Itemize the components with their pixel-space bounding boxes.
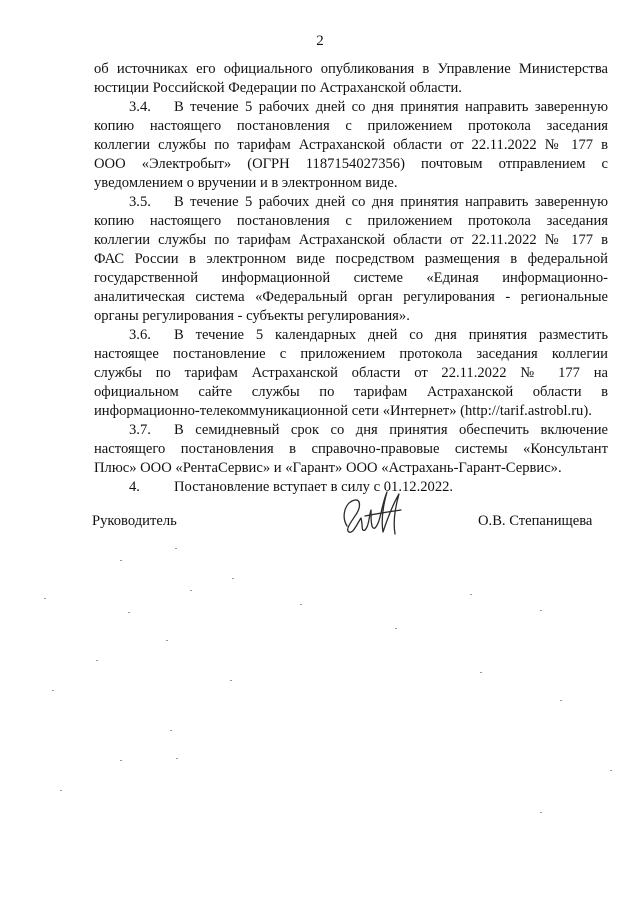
- text-line: об источниках его официального опубликования в Управление Министерства: [94, 61, 608, 77]
- paragraph-3-7-first-line: [94, 421, 608, 440]
- text-line: коллегии службы по тарифам Астраханской области от 22.11.2022 № 177 в: [94, 137, 608, 153]
- paragraph-3-6-first-line: [94, 326, 608, 345]
- paragraph-number: 4.: [129, 479, 140, 495]
- text-line: органы регулирования - субъекты регулирования».: [94, 308, 410, 324]
- paragraph-number: 3.7.: [129, 422, 151, 438]
- text-line: коллегии службы по тарифам Астраханской области от 22.11.2022 № 177 в: [94, 232, 608, 248]
- text-line: настоящее постановление с приложением протокола заседания коллегии: [94, 346, 608, 362]
- text-line: службы по тарифам Астраханской области от 22.11.2022 № 177 на: [94, 365, 608, 381]
- paragraph-text: В течение 5 рабочих дней со дня принятия направить заверенную: [174, 194, 608, 210]
- signatory-name: О.В. Степанищева: [478, 513, 593, 529]
- paragraph-text: Постановление вступает в силу с 01.12.2022.: [174, 479, 454, 495]
- text-line: ООО «Электробыт» (ОГРН 1187154027356) почтовым отправлением с: [94, 156, 608, 172]
- text-line: уведомлением о вручении и в электронном виде.: [94, 175, 398, 191]
- text-line: Плюс» ООО «РентаСервис» и «Гарант» ООО «Астрахань-Гарант-Сервис».: [94, 460, 562, 476]
- paragraph-number: 3.6.: [129, 327, 151, 343]
- text-line: аналитическая система «Федеральный орган регулирования - региональные: [94, 289, 608, 305]
- paragraph-text: В семидневный срок со дня принятия обеспечить включение: [174, 422, 608, 438]
- paragraph-3-4-first-line: [94, 98, 608, 117]
- paragraph-number: 3.5.: [129, 194, 151, 210]
- text-line: ФАС России в электронном виде посредством размещения в федеральной: [94, 251, 608, 267]
- signatory-position: Руководитель: [92, 513, 177, 529]
- page-number: 2: [316, 33, 324, 49]
- text-line: копию настоящего постановления с приложением протокола заседания: [94, 118, 608, 134]
- text-line: государственной информационной системе «Единая информационно-: [94, 270, 608, 286]
- text-line: информационно-телекоммуникационной сети «Интернет» (http://tarif.astrobl.ru).: [94, 403, 592, 419]
- text-line: копию настоящего постановления с приложением протокола заседания: [94, 213, 608, 229]
- paragraph-text: В течение 5 календарных дней со дня принятия разместить: [174, 327, 608, 343]
- paragraph-text: В течение 5 рабочих дней со дня принятия направить заверенную: [174, 99, 608, 115]
- text-line: настоящего постановления в справочно-правовые системы «Консультант: [94, 441, 608, 457]
- handwritten-signature: [335, 486, 415, 544]
- text-line: официальном сайте службы по тарифам Астраханской области в: [94, 384, 608, 400]
- text-line: юстиции Российской Федерации по Астраханской области.: [94, 80, 462, 96]
- paragraph-3-5-first-line: [94, 193, 608, 212]
- paragraph-number: 3.4.: [129, 99, 151, 115]
